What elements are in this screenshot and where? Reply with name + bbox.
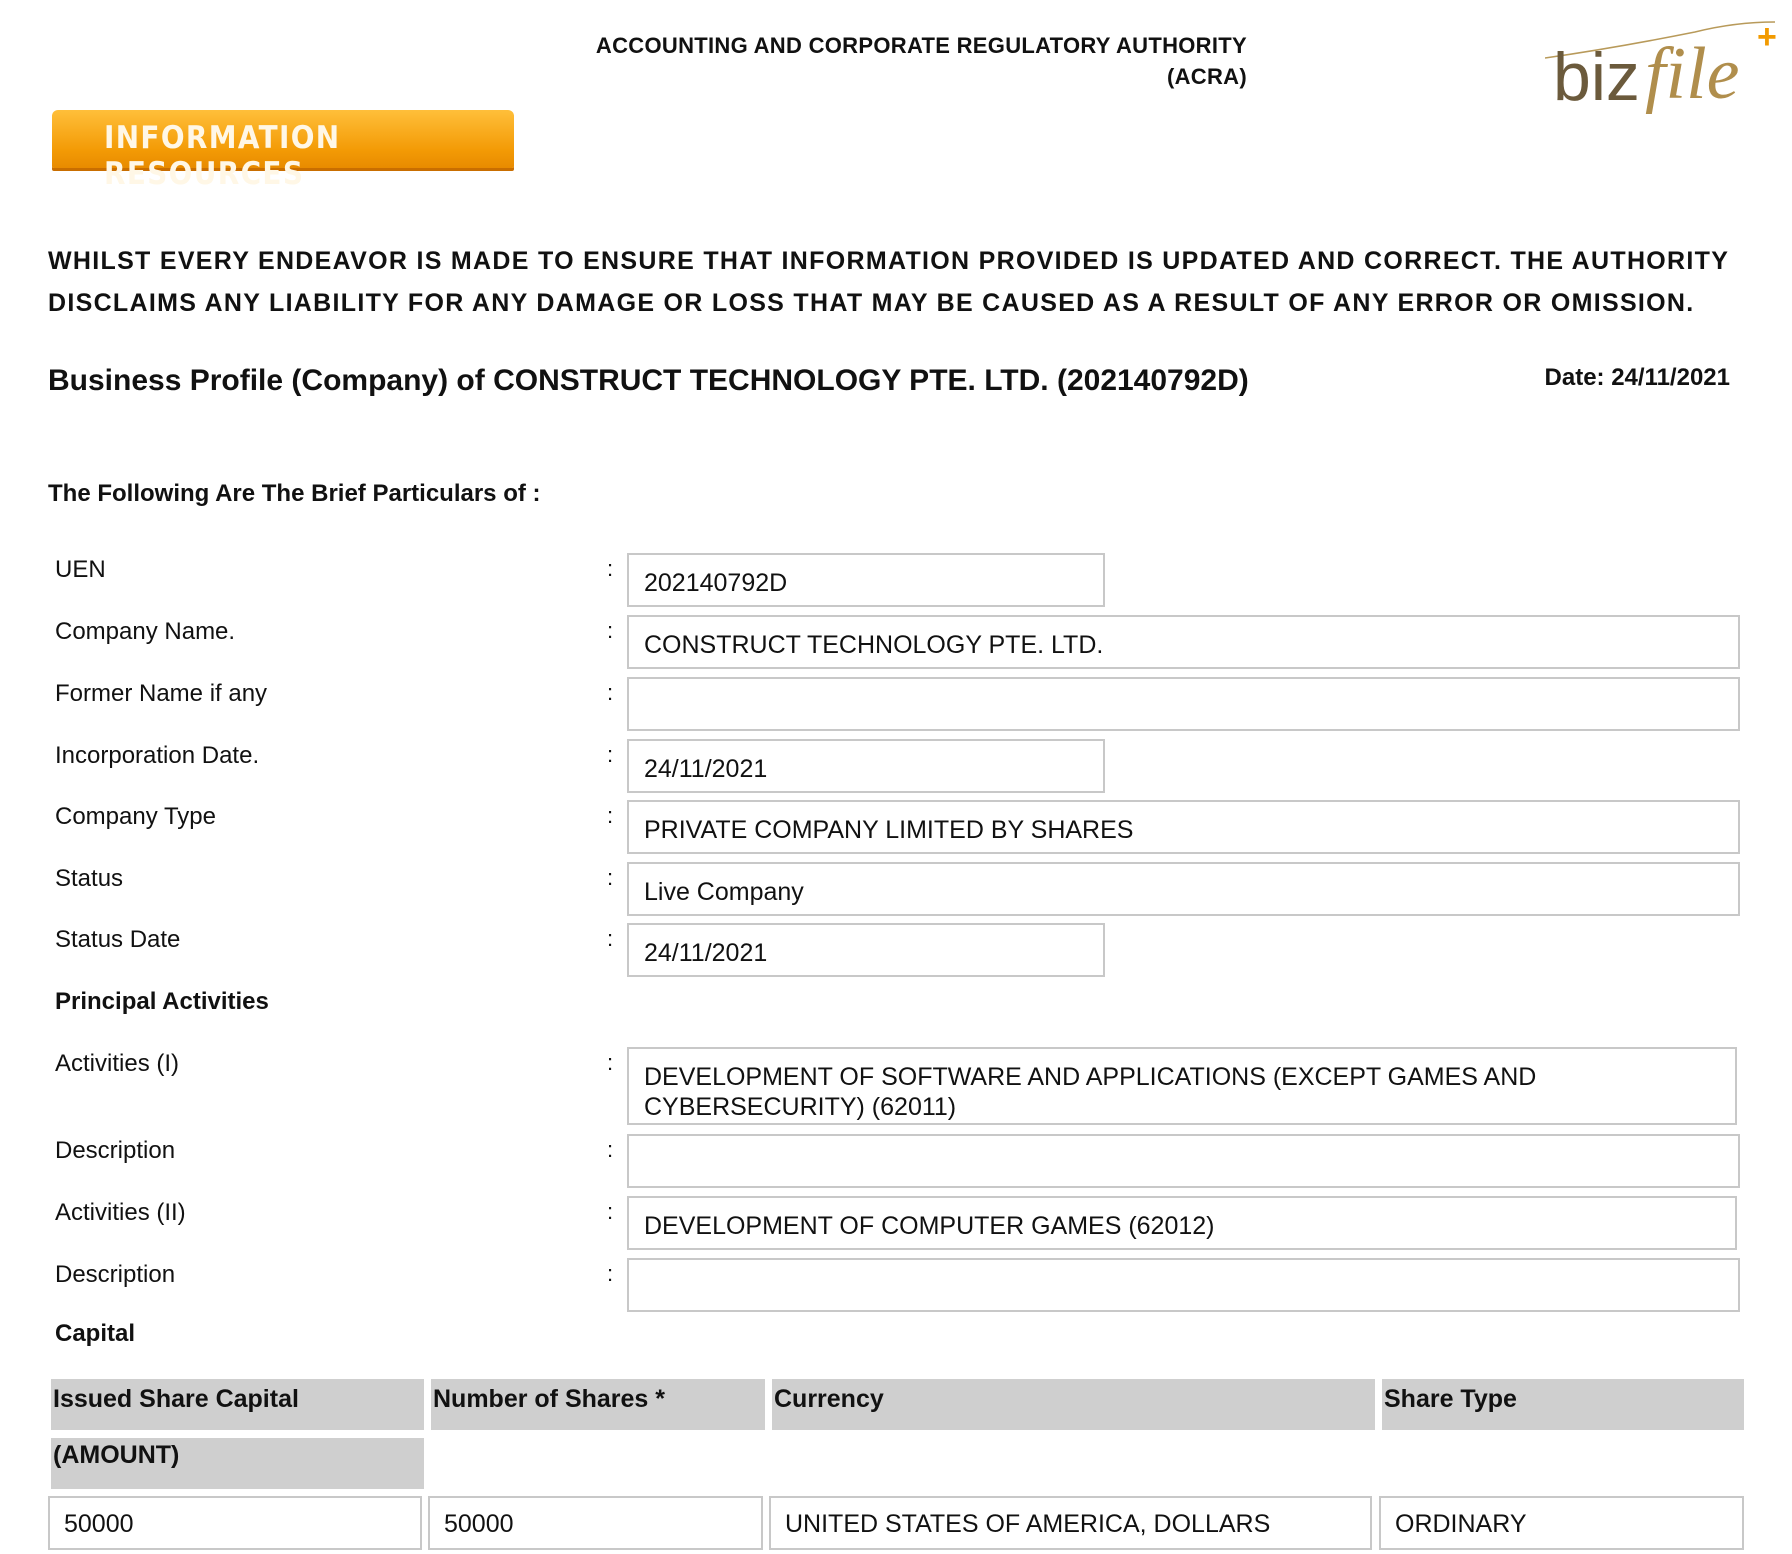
currency-header: Currency: [772, 1379, 1375, 1430]
description-2-label: Description: [55, 1261, 176, 1288]
description-1-colon: :: [607, 1137, 614, 1162]
share-type-value: ORDINARY: [1379, 1496, 1744, 1550]
activities-2-field: DEVELOPMENT OF COMPUTER GAMES (62012): [627, 1196, 1737, 1250]
logo-file: file: [1645, 33, 1740, 115]
issued-share-capital-title: Issued Share Capital: [53, 1385, 299, 1413]
company-type-colon: :: [607, 803, 614, 828]
disclaimer-line-1: WHILST EVERY ENDEAVOR IS MADE TO ENSURE THAT INFORMATION PROVIDED IS UPDATED AND CORRECT. THE AUTHORITY: [48, 247, 1730, 275]
company-type-field: PRIVATE COMPANY LIMITED BY SHARES: [627, 800, 1740, 854]
currency-value: UNITED STATES OF AMERICA, DOLLARS: [769, 1496, 1372, 1550]
status-label: Status: [55, 865, 124, 892]
activities-2-colon: :: [607, 1199, 614, 1224]
capital-heading: Capital: [55, 1320, 136, 1347]
incorporation-date-label: Incorporation Date.: [55, 742, 260, 769]
principal-activities-heading: Principal Activities: [55, 988, 269, 1015]
incorporation-date-field: 24/11/2021: [627, 739, 1105, 793]
brief-particulars-heading: The Following Are The Brief Particulars of :: [48, 480, 541, 507]
activities-1-line-2: CYBERSECURITY) (62011): [644, 1093, 957, 1121]
incorporation-date-colon: :: [607, 742, 614, 767]
activities-1-line-1: DEVELOPMENT OF SOFTWARE AND APPLICATIONS (EXCEPT GAMES AND: [644, 1063, 1537, 1091]
issued-share-capital-value: 50000: [48, 1496, 422, 1550]
former-name-colon: :: [607, 680, 614, 705]
status-field: Live Company: [627, 862, 1740, 916]
uen-colon: :: [607, 556, 614, 581]
authority-line-1: ACCOUNTING AND CORPORATE REGULATORY AUTHORITY: [595, 33, 1247, 58]
bizfile-logo: [1545, 10, 1785, 120]
status-date-field: 24/11/2021: [627, 923, 1105, 977]
logo-biz: biz: [1553, 39, 1640, 115]
description-2-field: [627, 1258, 1740, 1312]
uen-label: UEN: [55, 556, 106, 583]
page-title: Business Profile (Company) of CONSTRUCT TECHNOLOGY PTE. LTD. (202140792D): [48, 364, 1249, 397]
activities-1-colon: :: [607, 1050, 614, 1075]
disclaimer-line-2: DISCLAIMS ANY LIABILITY FOR ANY DAMAGE OR LOSS THAT MAY BE CAUSED AS A RESULT OF ANY ERROR OR OMISSION.: [48, 289, 1695, 317]
banner-label: INFORMATION RESOURCES: [104, 120, 341, 192]
disclaimer: [48, 240, 1748, 324]
number-of-shares-value: 50000: [428, 1496, 763, 1550]
status-colon: :: [607, 865, 614, 890]
authority-name: [596, 30, 1247, 92]
description-1-label: Description: [55, 1137, 176, 1164]
uen-field: 202140792D: [627, 553, 1105, 607]
company-type-label: Company Type: [55, 803, 216, 830]
activities-2-label: Activities (II): [55, 1199, 186, 1226]
issued-share-capital-subtitle: (AMOUNT): [53, 1441, 180, 1469]
logo-plus-icon: +: [1757, 18, 1777, 56]
company-name-colon: :: [607, 618, 614, 643]
information-resources-banner: [52, 110, 514, 192]
description-1-field: [627, 1134, 1740, 1188]
status-date-colon: :: [607, 926, 614, 951]
description-2-colon: :: [607, 1261, 614, 1286]
company-name-label: Company Name.: [55, 618, 236, 645]
status-date-label: Status Date: [55, 926, 181, 953]
number-of-shares-header: Number of Shares *: [431, 1379, 765, 1430]
activities-1-field: [627, 1047, 1737, 1125]
former-name-field: [627, 677, 1740, 731]
authority-line-2: (ACRA): [1166, 64, 1247, 89]
company-name-field: CONSTRUCT TECHNOLOGY PTE. LTD.: [627, 615, 1740, 669]
profile-date: Date: 24/11/2021: [1544, 364, 1730, 391]
share-type-header: Share Type: [1382, 1379, 1744, 1430]
header-divider: [51, 1430, 424, 1438]
former-name-label: Former Name if any: [55, 680, 268, 707]
activities-1-label: Activities (I): [55, 1050, 180, 1077]
